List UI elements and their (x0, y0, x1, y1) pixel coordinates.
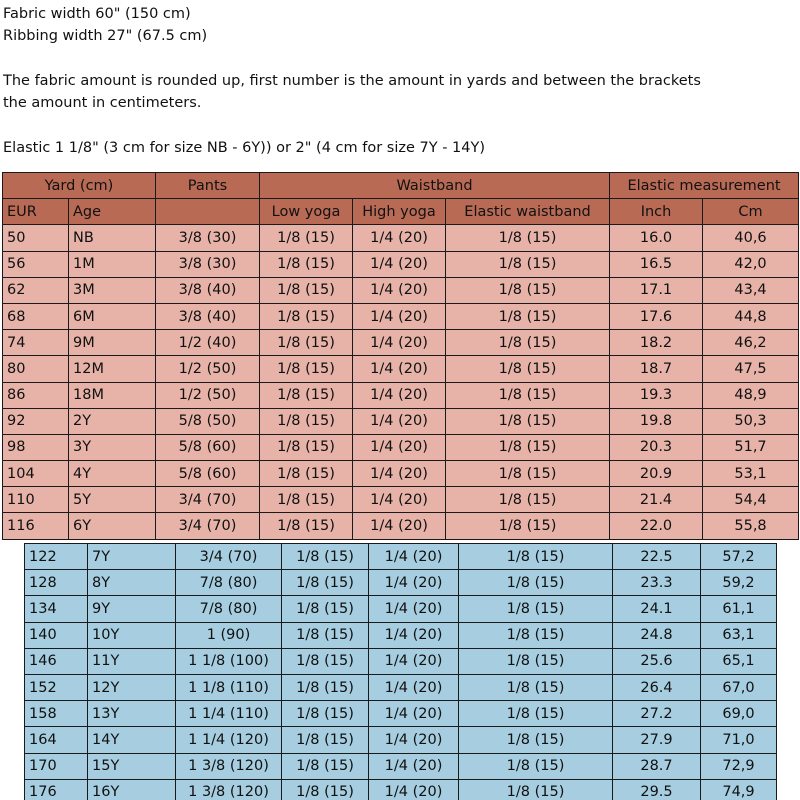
cell-eur: 134 (25, 596, 88, 622)
cell-age: 4Y (69, 461, 156, 487)
cell-pants: 3/4 (70) (156, 487, 260, 513)
cell-inch: 26.4 (613, 674, 701, 700)
cell-high-yoga: 1/4 (20) (353, 513, 446, 539)
cell-elastic-waistband: 1/8 (15) (459, 701, 613, 727)
cell-pants: 1 3/8 (120) (176, 753, 282, 779)
header-yard-cm: Yard (cm) (3, 173, 156, 199)
rounding-note-line-2: the amount in centimeters. (3, 95, 202, 111)
table-row (25, 570, 777, 596)
cell-elastic-waistband: 1/8 (15) (446, 225, 610, 251)
cell-eur: 104 (3, 461, 69, 487)
cell-high-yoga: 1/4 (20) (353, 356, 446, 382)
cell-pants: 1 3/8 (120) (176, 779, 282, 800)
cell-age: 3M (69, 277, 156, 303)
table-row (3, 487, 799, 513)
cell-eur: 152 (25, 674, 88, 700)
cell-inch: 17.1 (610, 277, 703, 303)
cell-age: 16Y (88, 779, 176, 800)
cell-elastic-waistband: 1/8 (15) (446, 382, 610, 408)
cell-inch: 18.2 (610, 330, 703, 356)
table-row (3, 225, 799, 251)
cell-eur: 56 (3, 251, 69, 277)
cell-eur: 140 (25, 622, 88, 648)
table-row (25, 648, 777, 674)
cell-high-yoga: 1/4 (20) (369, 753, 459, 779)
cell-cm: 65,1 (701, 648, 777, 674)
table-row (25, 753, 777, 779)
cell-low-yoga: 1/8 (15) (282, 753, 369, 779)
cell-eur: 62 (3, 277, 69, 303)
cell-low-yoga: 1/8 (15) (260, 408, 353, 434)
cell-cm: 51,7 (703, 434, 799, 460)
cell-eur: 98 (3, 434, 69, 460)
cell-elastic-waistband: 1/8 (15) (459, 596, 613, 622)
cell-age: 9M (69, 330, 156, 356)
cell-elastic-waistband: 1/8 (15) (446, 408, 610, 434)
cell-eur: 110 (3, 487, 69, 513)
table-row (25, 779, 777, 800)
cell-pants: 7/8 (80) (176, 570, 282, 596)
cell-cm: 46,2 (703, 330, 799, 356)
cell-high-yoga: 1/4 (20) (369, 596, 459, 622)
cell-cm: 43,4 (703, 277, 799, 303)
cell-elastic-waistband: 1/8 (15) (459, 544, 613, 570)
cell-pants: 5/8 (60) (156, 434, 260, 460)
cell-age: 8Y (88, 570, 176, 596)
cell-pants: 1/2 (50) (156, 382, 260, 408)
cell-elastic-waistband: 1/8 (15) (446, 513, 610, 539)
cell-low-yoga: 1/8 (15) (282, 596, 369, 622)
cell-elastic-waistband: 1/8 (15) (446, 277, 610, 303)
table-row (3, 356, 799, 382)
cell-pants: 1/2 (40) (156, 330, 260, 356)
cell-high-yoga: 1/4 (20) (353, 461, 446, 487)
cell-high-yoga: 1/4 (20) (369, 701, 459, 727)
cell-low-yoga: 1/8 (15) (282, 622, 369, 648)
cell-age: 14Y (88, 727, 176, 753)
cell-age: 9Y (88, 596, 176, 622)
cell-high-yoga: 1/4 (20) (353, 251, 446, 277)
size-table-nb-6y (2, 172, 799, 540)
cell-low-yoga: 1/8 (15) (260, 303, 353, 329)
table-row (3, 303, 799, 329)
cell-high-yoga: 1/4 (20) (353, 382, 446, 408)
header-cm: Cm (703, 199, 799, 225)
header-inch: Inch (610, 199, 703, 225)
cell-age: 15Y (88, 753, 176, 779)
cell-pants: 3/8 (40) (156, 277, 260, 303)
cell-eur: 146 (25, 648, 88, 674)
cell-eur: 128 (25, 570, 88, 596)
cell-eur: 164 (25, 727, 88, 753)
header-pants-empty (156, 199, 260, 225)
elastic-note: Elastic 1 1/8" (3 cm for size NB - 6Y)) or 2" (4 cm for size 7Y - 14Y) (3, 140, 486, 156)
cell-pants: 5/8 (60) (156, 461, 260, 487)
cell-inch: 24.8 (613, 622, 701, 648)
cell-inch: 28.7 (613, 753, 701, 779)
cell-pants: 1/2 (50) (156, 356, 260, 382)
cell-cm: 48,9 (703, 382, 799, 408)
cell-cm: 63,1 (701, 622, 777, 648)
cell-age: 5Y (69, 487, 156, 513)
cell-pants: 1 1/8 (100) (176, 648, 282, 674)
rounding-note-line-1: The fabric amount is rounded up, first number is the amount in yards and between the brackets (3, 73, 701, 89)
cell-elastic-waistband: 1/8 (15) (459, 727, 613, 753)
header-pants: Pants (156, 173, 260, 199)
cell-inch: 27.2 (613, 701, 701, 727)
header-elastic-measurement: Elastic measurement (610, 173, 799, 199)
cell-low-yoga: 1/8 (15) (260, 461, 353, 487)
table-row (3, 461, 799, 487)
table-row (3, 408, 799, 434)
cell-high-yoga: 1/4 (20) (353, 277, 446, 303)
cell-pants: 5/8 (50) (156, 408, 260, 434)
cell-cm: 55,8 (703, 513, 799, 539)
cell-cm: 42,0 (703, 251, 799, 277)
cell-inch: 27.9 (613, 727, 701, 753)
cell-age: 2Y (69, 408, 156, 434)
cell-eur: 170 (25, 753, 88, 779)
cell-inch: 25.6 (613, 648, 701, 674)
cell-pants: 1 1/4 (120) (176, 727, 282, 753)
cell-inch: 24.1 (613, 596, 701, 622)
cell-eur: 74 (3, 330, 69, 356)
cell-elastic-waistband: 1/8 (15) (459, 779, 613, 800)
cell-low-yoga: 1/8 (15) (260, 487, 353, 513)
cell-elastic-waistband: 1/8 (15) (446, 303, 610, 329)
cell-cm: 57,2 (701, 544, 777, 570)
cell-age: 10Y (88, 622, 176, 648)
table-row (25, 701, 777, 727)
cell-low-yoga: 1/8 (15) (282, 544, 369, 570)
table-row (25, 727, 777, 753)
cell-high-yoga: 1/4 (20) (353, 487, 446, 513)
cell-elastic-waistband: 1/8 (15) (459, 674, 613, 700)
table-row (3, 434, 799, 460)
fabric-width-text: Fabric width 60" (150 cm) (3, 6, 191, 22)
cell-age: 7Y (88, 544, 176, 570)
cell-cm: 53,1 (703, 461, 799, 487)
cell-cm: 72,9 (701, 753, 777, 779)
cell-inch: 20.9 (610, 461, 703, 487)
cell-low-yoga: 1/8 (15) (282, 648, 369, 674)
cell-cm: 50,3 (703, 408, 799, 434)
cell-high-yoga: 1/4 (20) (369, 648, 459, 674)
header-row-columns (3, 199, 799, 225)
cell-inch: 18.7 (610, 356, 703, 382)
cell-cm: 61,1 (701, 596, 777, 622)
cell-high-yoga: 1/4 (20) (369, 674, 459, 700)
cell-low-yoga: 1/8 (15) (282, 779, 369, 800)
cell-high-yoga: 1/4 (20) (369, 544, 459, 570)
cell-age: 12M (69, 356, 156, 382)
cell-low-yoga: 1/8 (15) (282, 701, 369, 727)
cell-cm: 54,4 (703, 487, 799, 513)
header-row-group (3, 173, 799, 199)
cell-low-yoga: 1/8 (15) (260, 277, 353, 303)
table-row (25, 674, 777, 700)
table-row (25, 544, 777, 570)
cell-age: NB (69, 225, 156, 251)
cell-high-yoga: 1/4 (20) (353, 434, 446, 460)
cell-low-yoga: 1/8 (15) (260, 251, 353, 277)
cell-elastic-waistband: 1/8 (15) (459, 648, 613, 674)
cell-high-yoga: 1/4 (20) (353, 303, 446, 329)
cell-elastic-waistband: 1/8 (15) (446, 487, 610, 513)
cell-elastic-waistband: 1/8 (15) (446, 330, 610, 356)
cell-eur: 86 (3, 382, 69, 408)
cell-inch: 20.3 (610, 434, 703, 460)
cell-eur: 158 (25, 701, 88, 727)
cell-elastic-waistband: 1/8 (15) (459, 753, 613, 779)
table-row (25, 596, 777, 622)
cell-age: 6M (69, 303, 156, 329)
cell-low-yoga: 1/8 (15) (260, 434, 353, 460)
cell-eur: 80 (3, 356, 69, 382)
cell-age: 11Y (88, 648, 176, 674)
cell-inch: 21.4 (610, 487, 703, 513)
ribbing-width-text: Ribbing width 27" (67.5 cm) (3, 28, 208, 44)
cell-low-yoga: 1/8 (15) (260, 330, 353, 356)
header-age: Age (69, 199, 156, 225)
cell-inch: 22.0 (610, 513, 703, 539)
cell-age: 3Y (69, 434, 156, 460)
header-high-yoga: High yoga (353, 199, 446, 225)
cell-low-yoga: 1/8 (15) (282, 727, 369, 753)
table-row (3, 277, 799, 303)
cell-cm: 71,0 (701, 727, 777, 753)
header-low-yoga: Low yoga (260, 199, 353, 225)
cell-elastic-waistband: 1/8 (15) (459, 570, 613, 596)
cell-cm: 69,0 (701, 701, 777, 727)
cell-cm: 47,5 (703, 356, 799, 382)
cell-elastic-waistband: 1/8 (15) (446, 434, 610, 460)
cell-low-yoga: 1/8 (15) (260, 513, 353, 539)
cell-cm: 74,9 (701, 779, 777, 800)
cell-pants: 3/4 (70) (176, 544, 282, 570)
cell-age: 12Y (88, 674, 176, 700)
table-row (3, 513, 799, 539)
size-table-7y-16y (24, 543, 777, 800)
cell-high-yoga: 1/4 (20) (369, 779, 459, 800)
table-row (3, 382, 799, 408)
cell-low-yoga: 1/8 (15) (282, 674, 369, 700)
cell-cm: 44,8 (703, 303, 799, 329)
cell-age: 13Y (88, 701, 176, 727)
cell-elastic-waistband: 1/8 (15) (459, 622, 613, 648)
cell-pants: 1 (90) (176, 622, 282, 648)
cell-inch: 16.5 (610, 251, 703, 277)
cell-inch: 22.5 (613, 544, 701, 570)
cell-age: 1M (69, 251, 156, 277)
cell-pants: 3/8 (30) (156, 225, 260, 251)
cell-high-yoga: 1/4 (20) (369, 727, 459, 753)
cell-eur: 50 (3, 225, 69, 251)
cell-inch: 19.3 (610, 382, 703, 408)
cell-cm: 59,2 (701, 570, 777, 596)
cell-pants: 1 1/4 (110) (176, 701, 282, 727)
cell-cm: 40,6 (703, 225, 799, 251)
header-eur: EUR (3, 199, 69, 225)
cell-high-yoga: 1/4 (20) (353, 330, 446, 356)
cell-low-yoga: 1/8 (15) (282, 570, 369, 596)
cell-elastic-waistband: 1/8 (15) (446, 251, 610, 277)
header-waistband: Waistband (260, 173, 610, 199)
cell-low-yoga: 1/8 (15) (260, 225, 353, 251)
cell-cm: 67,0 (701, 674, 777, 700)
cell-low-yoga: 1/8 (15) (260, 356, 353, 382)
cell-inch: 16.0 (610, 225, 703, 251)
cell-high-yoga: 1/4 (20) (369, 622, 459, 648)
cell-pants: 7/8 (80) (176, 596, 282, 622)
cell-eur: 176 (25, 779, 88, 800)
header-elastic-waistband: Elastic waistband (446, 199, 610, 225)
cell-eur: 116 (3, 513, 69, 539)
cell-inch: 19.8 (610, 408, 703, 434)
table-row (3, 330, 799, 356)
cell-elastic-waistband: 1/8 (15) (446, 461, 610, 487)
cell-high-yoga: 1/4 (20) (353, 225, 446, 251)
table-row (25, 622, 777, 648)
cell-eur: 68 (3, 303, 69, 329)
cell-inch: 17.6 (610, 303, 703, 329)
cell-eur: 122 (25, 544, 88, 570)
cell-inch: 29.5 (613, 779, 701, 800)
cell-age: 6Y (69, 513, 156, 539)
table-row (3, 251, 799, 277)
cell-pants: 3/8 (40) (156, 303, 260, 329)
cell-inch: 23.3 (613, 570, 701, 596)
cell-low-yoga: 1/8 (15) (260, 382, 353, 408)
cell-pants: 3/8 (30) (156, 251, 260, 277)
cell-high-yoga: 1/4 (20) (353, 408, 446, 434)
cell-elastic-waistband: 1/8 (15) (446, 356, 610, 382)
cell-pants: 1 1/8 (110) (176, 674, 282, 700)
cell-age: 18M (69, 382, 156, 408)
cell-high-yoga: 1/4 (20) (369, 570, 459, 596)
cell-eur: 92 (3, 408, 69, 434)
cell-pants: 3/4 (70) (156, 513, 260, 539)
